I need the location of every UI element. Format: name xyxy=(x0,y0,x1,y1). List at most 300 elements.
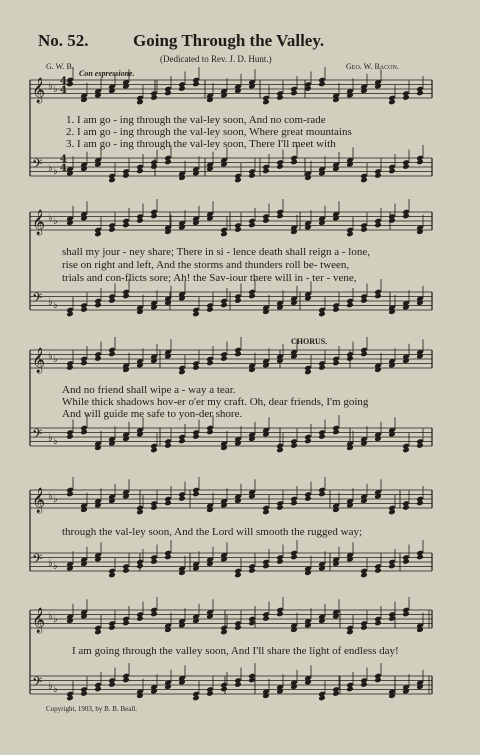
notehead xyxy=(150,447,158,454)
notehead xyxy=(374,435,382,442)
flat-icon: ♭ xyxy=(48,163,53,174)
notehead xyxy=(346,502,354,509)
notehead xyxy=(80,506,88,513)
lyric-s1-verse2: 2. I am go - ing through the val-ley soon, Where great mountains xyxy=(66,126,352,138)
notehead xyxy=(262,217,270,224)
notehead xyxy=(108,87,116,94)
notehead xyxy=(304,679,312,686)
notehead xyxy=(360,440,368,447)
flat-icon: ♭ xyxy=(53,300,58,311)
notehead xyxy=(304,495,312,502)
notehead xyxy=(150,611,158,618)
notehead xyxy=(80,360,88,367)
notehead xyxy=(248,366,256,373)
notehead xyxy=(416,299,424,306)
flat-icon: ♭ xyxy=(53,614,58,625)
notehead xyxy=(416,90,424,97)
notehead xyxy=(402,447,410,454)
notehead xyxy=(206,360,214,367)
notehead xyxy=(304,295,312,302)
flat-icon: ♭ xyxy=(48,433,53,444)
notehead xyxy=(136,217,144,224)
notehead xyxy=(66,311,74,318)
notehead xyxy=(276,558,284,565)
notehead xyxy=(360,681,368,688)
notehead xyxy=(80,429,88,436)
notehead xyxy=(150,688,158,695)
notehead xyxy=(150,213,158,220)
notehead xyxy=(262,99,270,106)
notehead xyxy=(346,556,354,563)
notehead xyxy=(108,177,116,184)
notehead xyxy=(164,90,172,97)
flat-icon: ♭ xyxy=(53,84,58,95)
notehead xyxy=(122,435,130,442)
notehead xyxy=(234,624,242,631)
notehead xyxy=(262,615,270,622)
notehead xyxy=(108,440,116,447)
notehead xyxy=(192,311,200,318)
notehead xyxy=(220,502,228,509)
notehead xyxy=(304,438,312,445)
lyric-s2-verse1: shall my jour - ney share; There in si - lence death shall reign a - lone, xyxy=(62,246,370,258)
notehead xyxy=(192,364,200,371)
copyright-notice: Copyright, 1903, by B. B. Beall. xyxy=(46,705,137,713)
flat-icon: ♭ xyxy=(53,166,58,177)
treble-clef-icon: 𝄞 xyxy=(32,78,46,103)
hymn-number: No. 52. xyxy=(38,31,89,50)
notehead xyxy=(178,369,186,376)
notehead xyxy=(234,351,242,358)
notehead xyxy=(360,351,368,358)
hymn-title: Going Through the Valley. xyxy=(133,31,325,50)
notehead xyxy=(192,170,200,177)
notehead xyxy=(262,509,270,516)
notehead xyxy=(206,215,214,222)
notehead xyxy=(206,613,214,620)
notehead xyxy=(234,226,242,233)
bass-clef-icon: 𝄢 xyxy=(32,551,43,570)
notehead xyxy=(178,174,186,181)
notehead xyxy=(346,355,354,362)
notehead xyxy=(80,215,88,222)
notehead xyxy=(276,304,284,311)
notehead xyxy=(206,306,214,313)
notehead xyxy=(94,92,102,99)
notehead xyxy=(220,302,228,309)
dedication: (Dedicated to Rev. J. D. Hunt.) xyxy=(160,54,272,64)
notehead xyxy=(360,226,368,233)
notehead xyxy=(66,565,74,572)
notehead xyxy=(346,444,354,451)
notehead xyxy=(332,306,340,313)
notehead xyxy=(136,99,144,106)
notehead xyxy=(122,172,130,179)
notehead xyxy=(80,306,88,313)
notehead xyxy=(374,493,382,500)
notehead xyxy=(388,563,396,570)
notehead xyxy=(164,228,172,235)
notehead xyxy=(164,442,172,449)
notehead xyxy=(94,302,102,309)
lyric-s2-verse2: rise on right and left, And the storms and thunders roll be- tween, xyxy=(62,259,350,271)
notehead xyxy=(206,506,214,513)
notehead xyxy=(402,94,410,101)
notehead xyxy=(318,311,326,318)
notehead xyxy=(360,572,368,579)
notehead xyxy=(66,617,74,624)
notehead xyxy=(108,297,116,304)
notehead xyxy=(66,433,74,440)
bass-clef-icon: 𝄢 xyxy=(32,426,43,445)
notehead xyxy=(178,679,186,686)
notehead xyxy=(304,569,312,576)
notehead xyxy=(346,302,354,309)
notehead xyxy=(94,502,102,509)
notehead xyxy=(122,366,130,373)
notehead xyxy=(304,224,312,231)
notehead xyxy=(276,163,284,170)
notehead xyxy=(94,231,102,238)
notehead xyxy=(374,677,382,684)
notehead xyxy=(136,362,144,369)
notehead xyxy=(122,677,130,684)
flat-icon: ♭ xyxy=(48,81,53,92)
notehead xyxy=(220,556,228,563)
notehead xyxy=(374,366,382,373)
notehead xyxy=(276,611,284,618)
notehead xyxy=(206,96,214,103)
bass-clef-icon: 𝄢 xyxy=(32,674,43,693)
lyric-s1-verse1: 1. I am go - ing through the val-ley soon, And no com-rade xyxy=(66,114,326,126)
lyric-s5: I am going through the valley soon, And I'll share the light of endless day! xyxy=(72,645,399,657)
notehead xyxy=(416,353,424,360)
bass-clef-icon: 𝄢 xyxy=(32,156,43,175)
notehead xyxy=(248,293,256,300)
notehead xyxy=(346,686,354,693)
notehead xyxy=(318,170,326,177)
notehead xyxy=(304,622,312,629)
notehead xyxy=(332,429,340,436)
notehead xyxy=(318,565,326,572)
notehead xyxy=(122,493,130,500)
notehead xyxy=(164,159,172,166)
notehead xyxy=(94,556,102,563)
notehead xyxy=(318,617,326,624)
notehead xyxy=(416,683,424,690)
notehead xyxy=(108,497,116,504)
bass-clef-icon: 𝄢 xyxy=(32,290,43,309)
notehead xyxy=(290,554,298,561)
notehead xyxy=(94,629,102,636)
notehead xyxy=(94,686,102,693)
notehead xyxy=(178,295,186,302)
notehead xyxy=(220,355,228,362)
notehead xyxy=(402,304,410,311)
notehead xyxy=(346,161,354,168)
notehead xyxy=(122,222,130,229)
notehead xyxy=(178,495,186,502)
notehead xyxy=(192,491,200,498)
notehead xyxy=(66,364,74,371)
notehead xyxy=(234,87,242,94)
notehead xyxy=(192,617,200,624)
lyric-s4: through the val-ley soon, And the Lord will smooth the rugged way; xyxy=(62,526,363,538)
notehead xyxy=(332,360,340,367)
notehead xyxy=(402,504,410,511)
notehead xyxy=(388,431,396,438)
notehead xyxy=(402,611,410,618)
notehead xyxy=(108,681,116,688)
notehead xyxy=(94,355,102,362)
notehead xyxy=(234,572,242,579)
notehead xyxy=(220,92,228,99)
notehead xyxy=(136,615,144,622)
flat-icon: ♭ xyxy=(48,213,53,224)
treble-clef-icon: 𝄞 xyxy=(32,488,46,513)
notehead xyxy=(374,83,382,90)
notehead xyxy=(220,231,228,238)
lyric-s3-verse2: While thick shadows hov-er o'er my craft. Oh, dear friends, I'm going xyxy=(62,396,369,408)
notehead xyxy=(402,688,410,695)
notehead xyxy=(192,219,200,226)
notehead xyxy=(150,558,158,565)
notehead xyxy=(150,357,158,364)
notehead xyxy=(346,231,354,238)
notehead xyxy=(290,683,298,690)
time-signature: 4 xyxy=(60,85,67,96)
notehead xyxy=(220,444,228,451)
notehead xyxy=(332,96,340,103)
notehead xyxy=(108,624,116,631)
flat-icon: ♭ xyxy=(53,684,58,695)
notehead xyxy=(192,695,200,702)
notehead xyxy=(332,165,340,172)
notehead xyxy=(136,563,144,570)
notehead xyxy=(346,92,354,99)
tempo-marking: Con espressione. xyxy=(79,69,135,78)
notehead xyxy=(164,683,172,690)
notehead xyxy=(276,213,284,220)
notehead xyxy=(262,563,270,570)
notehead xyxy=(332,215,340,222)
notehead xyxy=(416,500,424,507)
lyric-s3-verse1: And no friend shall wipe a - way a tear. xyxy=(62,384,236,396)
flat-icon: ♭ xyxy=(48,558,53,569)
composer-name: Geo. W. Bacon. xyxy=(346,62,399,71)
notehead xyxy=(402,357,410,364)
notehead xyxy=(402,163,410,170)
notehead xyxy=(360,177,368,184)
notehead xyxy=(80,96,88,103)
notehead xyxy=(234,177,242,184)
notehead xyxy=(206,429,214,436)
notehead xyxy=(318,433,326,440)
notehead xyxy=(136,692,144,699)
notehead xyxy=(248,435,256,442)
notehead xyxy=(122,293,130,300)
flat-icon: ♭ xyxy=(53,494,58,505)
notehead xyxy=(388,99,396,106)
notehead xyxy=(262,692,270,699)
notehead xyxy=(164,353,172,360)
flat-icon: ♭ xyxy=(48,297,53,308)
flat-icon: ♭ xyxy=(48,681,53,692)
notehead xyxy=(178,224,186,231)
notehead xyxy=(374,620,382,627)
flat-icon: ♭ xyxy=(53,436,58,447)
time-signature: 4 xyxy=(60,76,67,87)
notehead xyxy=(262,308,270,315)
time-signature: 4 xyxy=(60,154,67,165)
flat-icon: ♭ xyxy=(53,216,58,227)
notehead xyxy=(276,688,284,695)
notehead xyxy=(388,308,396,315)
lyric-s3-verse3: And will guide me safe to yon-der shore. xyxy=(62,408,243,420)
notehead xyxy=(206,560,214,567)
notehead xyxy=(94,444,102,451)
notehead xyxy=(66,491,74,498)
notehead xyxy=(318,491,326,498)
notehead xyxy=(360,87,368,94)
notehead xyxy=(122,620,130,627)
notehead xyxy=(290,626,298,633)
notehead xyxy=(80,560,88,567)
notehead xyxy=(416,442,424,449)
chorus-label: CHORUS. xyxy=(291,337,328,346)
notehead xyxy=(388,509,396,516)
notehead xyxy=(164,299,172,306)
notehead xyxy=(136,168,144,175)
notehead xyxy=(388,217,396,224)
notehead xyxy=(94,161,102,168)
flat-icon: ♭ xyxy=(48,351,53,362)
notehead xyxy=(192,81,200,88)
notehead xyxy=(332,690,340,697)
notehead xyxy=(290,228,298,235)
notehead xyxy=(178,569,186,576)
notehead xyxy=(248,493,256,500)
treble-clef-icon: 𝄞 xyxy=(32,608,46,633)
notehead xyxy=(360,297,368,304)
notehead xyxy=(206,690,214,697)
notehead xyxy=(192,433,200,440)
notehead xyxy=(402,213,410,220)
notehead xyxy=(318,364,326,371)
notehead xyxy=(234,440,242,447)
notehead xyxy=(318,81,326,88)
notehead xyxy=(248,222,256,229)
notehead xyxy=(220,629,228,636)
lyric-s1-verse3: 3. I am go - ing through the val-ley soon, There I'll meet with xyxy=(66,138,336,150)
notehead xyxy=(290,442,298,449)
notehead xyxy=(122,567,130,574)
notehead xyxy=(150,94,158,101)
notehead xyxy=(136,431,144,438)
notehead xyxy=(192,565,200,572)
notehead xyxy=(416,159,424,166)
notehead xyxy=(66,219,74,226)
notehead xyxy=(346,629,354,636)
notehead xyxy=(234,681,242,688)
notehead xyxy=(164,554,172,561)
notehead xyxy=(136,308,144,315)
notehead xyxy=(332,560,340,567)
notehead xyxy=(234,297,242,304)
lyric-s2-verse3: trials and con-flicts sore; Ah! the Sav-iour there will in - ter - vene, xyxy=(62,272,357,284)
notehead xyxy=(276,447,284,454)
notehead xyxy=(66,695,74,702)
flat-icon: ♭ xyxy=(48,491,53,502)
notehead xyxy=(136,509,144,516)
notehead xyxy=(276,357,284,364)
flat-icon: ♭ xyxy=(53,561,58,572)
notehead xyxy=(416,626,424,633)
notehead xyxy=(108,226,116,233)
notehead xyxy=(80,690,88,697)
treble-clef-icon: 𝄞 xyxy=(32,210,46,235)
notehead xyxy=(374,567,382,574)
notehead xyxy=(80,613,88,620)
notehead xyxy=(416,554,424,561)
notehead xyxy=(234,497,242,504)
notehead xyxy=(360,497,368,504)
treble-clef-icon: 𝄞 xyxy=(32,348,46,373)
notehead xyxy=(290,299,298,306)
notehead xyxy=(290,500,298,507)
notehead xyxy=(66,81,74,88)
notehead xyxy=(108,572,116,579)
notehead xyxy=(108,351,116,358)
notehead xyxy=(248,172,256,179)
notehead xyxy=(164,500,172,507)
flat-icon: ♭ xyxy=(48,611,53,622)
notehead xyxy=(388,168,396,175)
notehead xyxy=(276,504,284,511)
notehead xyxy=(150,504,158,511)
flat-icon: ♭ xyxy=(53,354,58,365)
notehead xyxy=(304,369,312,376)
notehead xyxy=(122,83,130,90)
notehead xyxy=(150,304,158,311)
notehead xyxy=(332,506,340,513)
notehead xyxy=(374,172,382,179)
notehead xyxy=(248,83,256,90)
notehead xyxy=(290,90,298,97)
time-signature: 4 xyxy=(60,163,67,174)
notehead xyxy=(262,362,270,369)
notehead xyxy=(220,686,228,693)
notehead xyxy=(150,163,158,170)
notehead xyxy=(178,438,186,445)
notehead xyxy=(220,161,228,168)
notehead xyxy=(360,624,368,631)
notehead xyxy=(206,165,214,172)
notehead xyxy=(318,695,326,702)
notehead xyxy=(402,558,410,565)
notehead xyxy=(290,159,298,166)
notehead xyxy=(290,353,298,360)
notehead xyxy=(318,219,326,226)
notehead xyxy=(80,165,88,172)
notehead xyxy=(178,85,186,92)
notehead xyxy=(262,168,270,175)
notehead xyxy=(388,362,396,369)
notehead xyxy=(164,626,172,633)
notehead xyxy=(248,567,256,574)
notehead xyxy=(276,94,284,101)
notehead xyxy=(178,622,186,629)
